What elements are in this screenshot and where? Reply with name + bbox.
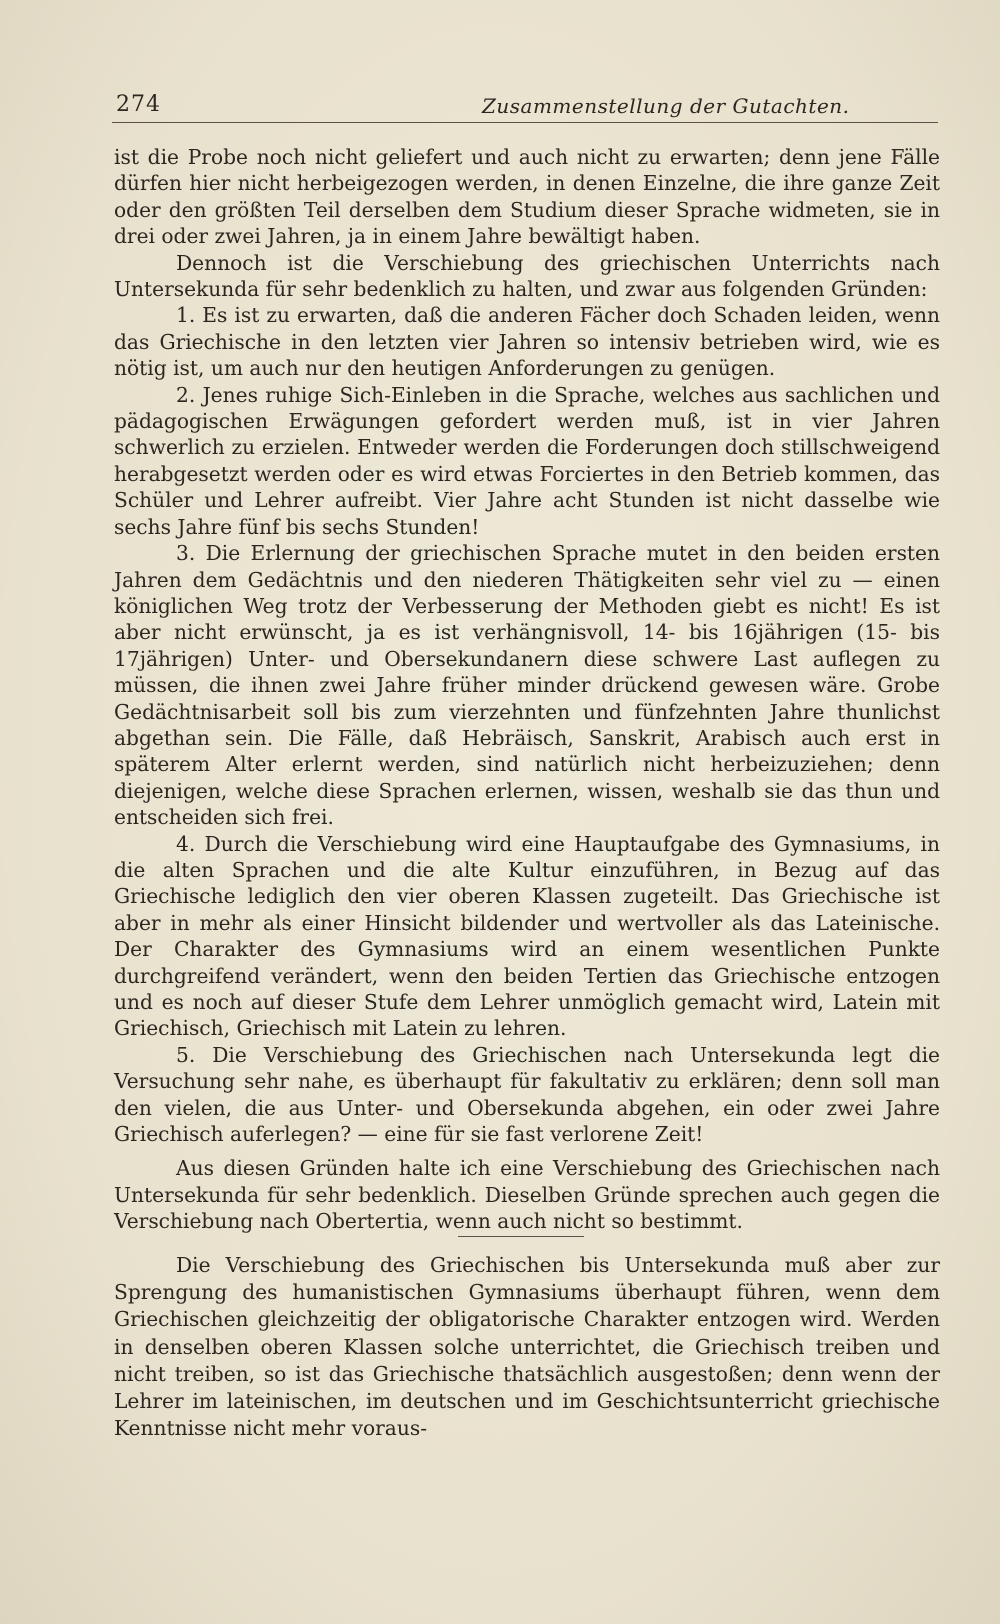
list-item: 5. Die Verschiebung des Griechischen nach Untersekunda legt die Versuchung sehr nahe, es überhaupt für fakultativ zu erklären; denn soll man den vielen, die aus Unter- und Obersekunda abgehen, ein oder zwei Jahre Griechisch auferlegen? — eine für sie fast verlorene Zeit! (114, 1042, 940, 1147)
paragraph: Die Verschiebung des Griechischen bis Untersekunda muß aber zur Sprengung des humanistischen Gymnasiums überhaupt führen, wenn dem Griechischen gleichzeitig der obligatorische Charakter entzogen wird. Werden in denselben oberen Klassen solche unterrichtet, die Griechisch treiben und nicht treiben, so ist das Griechische thatsächlich ausgestoßen; denn wenn der Lehrer im lateinischen, im deutschen und im Geschichtsunterricht griechische Kenntnisse nicht mehr voraus- (114, 1253, 940, 1441)
spacer (114, 1147, 940, 1155)
section-divider (458, 1236, 584, 1237)
list-item: 3. Die Erlernung der griechischen Sprache mutet in den beiden ersten Jahren dem Gedächtnis und den niederen Thätigkeiten sehr viel zu — einen königlichen Weg trotz der Verbesserung der Methoden giebt es nicht! Es ist aber nicht erwünscht, ja es ist verhängnisvoll, 14- bis 16jährigen (15- bis 17jährigen) Unter- und Obersekundanern diese schwere Last auflegen zu müssen, die ihnen zwei Jahre früher minder drückend gewesen wäre. Grobe Gedächtnisarbeit soll bis zum vierzehnten und fünfzehnten Jahre thunlichst abgethan sein. Die Fälle, daß Hebräisch, Sanskrit, Arabisch auch erst in späterem Alter erlernt werden, sind natürlich nicht herbeizuziehen; denn diejenigen, welche diese Sprachen erlernen, wissen, weshalb sie das thun und entscheiden sich frei. (114, 541, 940, 830)
list-item: 1. Es ist zu erwarten, daß die anderen Fächer doch Schaden leiden, wenn das Griechische in den letzten vier Jahren so intensiv betrieben wird, wie es nötig ist, um auch nur den heutigen Anforderungen zu genügen. (114, 303, 940, 381)
list-item: 4. Durch die Verschiebung wird eine Hauptaufgabe des Gymnasiums, in die alten Sprachen und die alte Kultur einzuführen, in Bezug auf das Griechische lediglich den vier oberen Klassen zugeteilt. Das Griechische ist aber in mehr als einer Hinsicht bildender und wertvoller als das Lateinische. Der Charakter des Gymnasiums wird an einem wesentlichen Punkte durchgreifend verändert, wenn den beiden Tertien das Griechische entzogen und es noch auf dieser Stufe dem Lehrer unmöglich gemacht wird, Latein mit Griechisch, Griechisch mit Latein zu lehren. (114, 831, 940, 1041)
paragraph: Dennoch ist die Verschiebung des griechischen Unterrichts nach Untersekunda für sehr bedenklich zu halten, und zwar aus folgenden Gründen: (114, 250, 940, 302)
paragraph: Aus diesen Gründen halte ich eine Verschiebung des Griechischen nach Untersekunda für sehr bedenklich. Dieselben Gründe sprechen auch gegen die Verschiebung nach Obertertia, wenn auch nicht so bestimmt. (114, 1156, 940, 1234)
second-section-text (114, 1252, 940, 1442)
list-item: 2. Jenes ruhige Sich-Einleben in die Sprache, welches aus sachlichen und pädagogischen Erwägungen gefordert werden muß, ist in vier Jahren schwerlich zu erzielen. Entweder werden die Forderungen doch stillschweigend herabgesetzt werden oder es wird etwas Forciertes in den Betrieb kommen, das Schüler und Lehrer aufreibt. Vier Jahre acht Stunden ist nicht dasselbe wie sechs Jahre fünf bis sechs Stunden! (114, 382, 940, 539)
main-text (114, 144, 940, 1235)
page-header (112, 88, 938, 123)
page-number: 274 (116, 92, 161, 117)
running-title: Zusammenstellung der Gutachten. (482, 94, 850, 118)
paragraph: ist die Probe noch nicht geliefert und auch nicht zu erwarten; denn jene Fälle dürfen hier nicht herbeigezogen werden, in denen Einzelne, die ihre ganze Zeit oder den größten Teil derselben dem Studium dieser Sprache widmeten, sie in drei oder zwei Jahren, ja in einem Jahre bewältigt haben. (114, 145, 940, 249)
